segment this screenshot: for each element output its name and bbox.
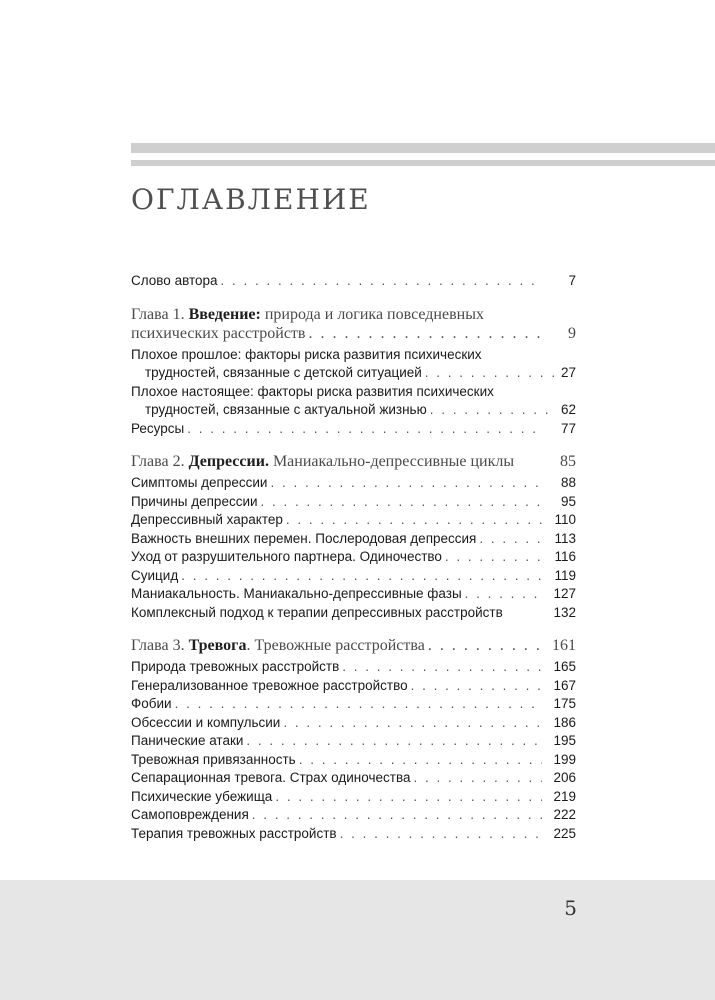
toc-page-number: 175 — [553, 696, 576, 711]
chapter-title-bold: Тревога — [188, 637, 247, 654]
leader-dots — [187, 420, 542, 439]
toc-page-number: 88 — [560, 475, 576, 490]
toc-entry[interactable] — [131, 604, 576, 623]
chapter-3-items — [131, 658, 576, 843]
toc-page-number: 77 — [560, 420, 576, 436]
header-rule-thin — [131, 160, 715, 166]
toc-page-number: 113 — [554, 530, 576, 546]
toc-page-number: 9 — [568, 324, 576, 342]
toc-entry-label: Фобии — [131, 696, 172, 711]
toc-page-number: 7 — [568, 273, 576, 288]
toc-entry-label: Маниакальность. Маниакально-депрессивные фазы — [131, 586, 462, 601]
toc-page-number: 165 — [553, 659, 576, 674]
toc-chapter-1[interactable] — [131, 305, 576, 343]
leader-dots — [275, 788, 542, 807]
toc-entry-label: Самоповреждения — [131, 807, 249, 822]
chapter-title-rest: Маниакально-депрессивные циклы — [272, 453, 515, 470]
toc-entry[interactable] — [131, 511, 576, 530]
toc-page-number: 219 — [553, 788, 576, 804]
toc-entry[interactable] — [131, 788, 576, 807]
toc-page-number: 225 — [553, 825, 576, 841]
toc-entry-label: Панические атаки — [131, 733, 244, 748]
toc-page-number: 206 — [553, 770, 576, 785]
leader-dots — [252, 806, 542, 825]
leader-dots — [479, 530, 542, 549]
toc-entry[interactable] — [131, 420, 576, 439]
toc-entry-label: Природа тревожных расстройств — [131, 659, 340, 674]
toc-chapter-2[interactable] — [131, 452, 576, 471]
toc-page-number: 62 — [560, 402, 576, 417]
chapter-title-bold: Депрессии. — [188, 453, 269, 470]
toc-entry-label: Плохое настоящее: факторы риска развития психических — [131, 383, 494, 399]
toc-entry-label: Сепарационная тревога. Страх одиночества — [131, 770, 411, 785]
leader-dots — [413, 769, 542, 788]
toc-entry[interactable] — [131, 825, 576, 844]
toc-page-number: 199 — [553, 751, 576, 767]
toc-entry-label: Плохое прошлое: факторы риска развития психических — [131, 346, 482, 362]
toc-entry[interactable] — [131, 769, 576, 788]
leader-dots — [411, 677, 542, 696]
toc-entry[interactable] — [131, 530, 576, 549]
leader-dots — [261, 493, 542, 512]
toc-entry-label: Обсессии и компульсии — [131, 714, 281, 730]
toc-page-number: 161 — [552, 637, 576, 654]
toc-entry[interactable] — [131, 677, 576, 696]
toc-page-number: 95 — [560, 493, 576, 509]
toc-entry-label-cont: трудностей, связанные с актуальной жизнью — [145, 402, 427, 417]
leader-dots — [428, 636, 542, 655]
toc-entry-label: Важность внешних перемен. Послеродовая депрессия — [131, 530, 477, 546]
toc-entry-label: Депрессивный характер — [131, 512, 283, 527]
toc-entry[interactable] — [131, 658, 576, 677]
toc-entry[interactable] — [131, 714, 576, 733]
leader-dots — [308, 324, 542, 343]
toc-page-number: 195 — [553, 733, 576, 748]
toc-page-number: 116 — [554, 549, 576, 564]
toc-entry-label: Психические убежища — [131, 788, 273, 804]
leader-dots — [342, 658, 542, 677]
toc-entry[interactable] — [131, 474, 576, 493]
toc-page-number: 27 — [560, 365, 576, 380]
toc-entry-preface[interactable] — [131, 272, 576, 291]
chapter-prefix: Глава 2. — [131, 453, 185, 470]
chapter-prefix: Глава 3. — [131, 637, 185, 654]
toc-entry[interactable] — [131, 751, 576, 770]
toc-entry[interactable] — [131, 806, 576, 825]
footer-band — [0, 880, 715, 1000]
page-title: ОГЛАВЛЕНИЕ — [131, 183, 371, 216]
toc-chapter-3[interactable] — [131, 636, 576, 655]
toc-entry-label: Ресурсы — [131, 420, 185, 436]
chapter-title-bold: Введение: — [188, 305, 261, 323]
toc-entry[interactable] — [131, 585, 576, 604]
leader-dots — [445, 548, 542, 567]
leader-dots — [175, 695, 542, 714]
chapter-title-rest: . Тревожные расстройства — [246, 637, 425, 654]
leader-dots — [283, 714, 542, 733]
toc-entry[interactable] — [131, 548, 576, 567]
toc-entry-label-cont: трудностей, связанные с детской ситуацией — [145, 365, 422, 380]
leader-dots — [299, 751, 542, 770]
chapter-2-items — [131, 474, 576, 622]
toc-page-number: 167 — [553, 677, 576, 693]
leader-dots — [270, 474, 542, 493]
toc-entry[interactable] — [131, 695, 576, 714]
toc-entry-label: Генерализованное тревожное расстройство — [131, 677, 408, 693]
toc-entry-label: Тревожная привязанность — [131, 751, 296, 767]
toc-entry-label: Симптомы депрессии — [131, 475, 268, 490]
header-rule-thick — [131, 143, 715, 153]
page-number: 5 — [564, 896, 577, 920]
leader-dots — [286, 511, 542, 530]
leader-dots — [246, 732, 542, 751]
toc-entry-label: Слово автора — [131, 273, 218, 288]
chapter-title-cont: психических расстройств — [131, 324, 306, 342]
leader-dots — [465, 585, 542, 604]
toc-entry[interactable] — [131, 732, 576, 751]
table-of-contents — [131, 272, 576, 843]
toc-entry-label: Причины депрессии — [131, 493, 258, 509]
chapter-title-rest: природа и логика повседневных — [264, 305, 484, 323]
leader-dots — [181, 567, 542, 586]
toc-page-number: 222 — [553, 807, 576, 822]
toc-entry-label: Суицид — [131, 567, 179, 583]
toc-entry[interactable] — [131, 493, 576, 512]
toc-page-number: 186 — [553, 714, 576, 730]
toc-entry-label: Терапия тревожных расстройств — [131, 825, 337, 841]
toc-page-number: 110 — [554, 512, 576, 527]
toc-page-number: 85 — [560, 453, 576, 470]
toc-page-number: 132 — [553, 604, 576, 620]
leader-dots — [340, 825, 542, 844]
toc-entry-label: Уход от разрушительного партнера. Одиночество — [131, 549, 442, 564]
leader-dots — [221, 272, 542, 291]
toc-page-number: 127 — [553, 586, 576, 601]
toc-entry-label: Комплексный подход к терапии депрессивных расстройств — [131, 604, 503, 620]
toc-entry[interactable] — [131, 383, 576, 420]
chapter-prefix: Глава 1. — [131, 305, 185, 323]
toc-entry[interactable] — [131, 567, 576, 586]
toc-page-number: 119 — [554, 567, 576, 583]
toc-entry[interactable] — [131, 346, 576, 383]
